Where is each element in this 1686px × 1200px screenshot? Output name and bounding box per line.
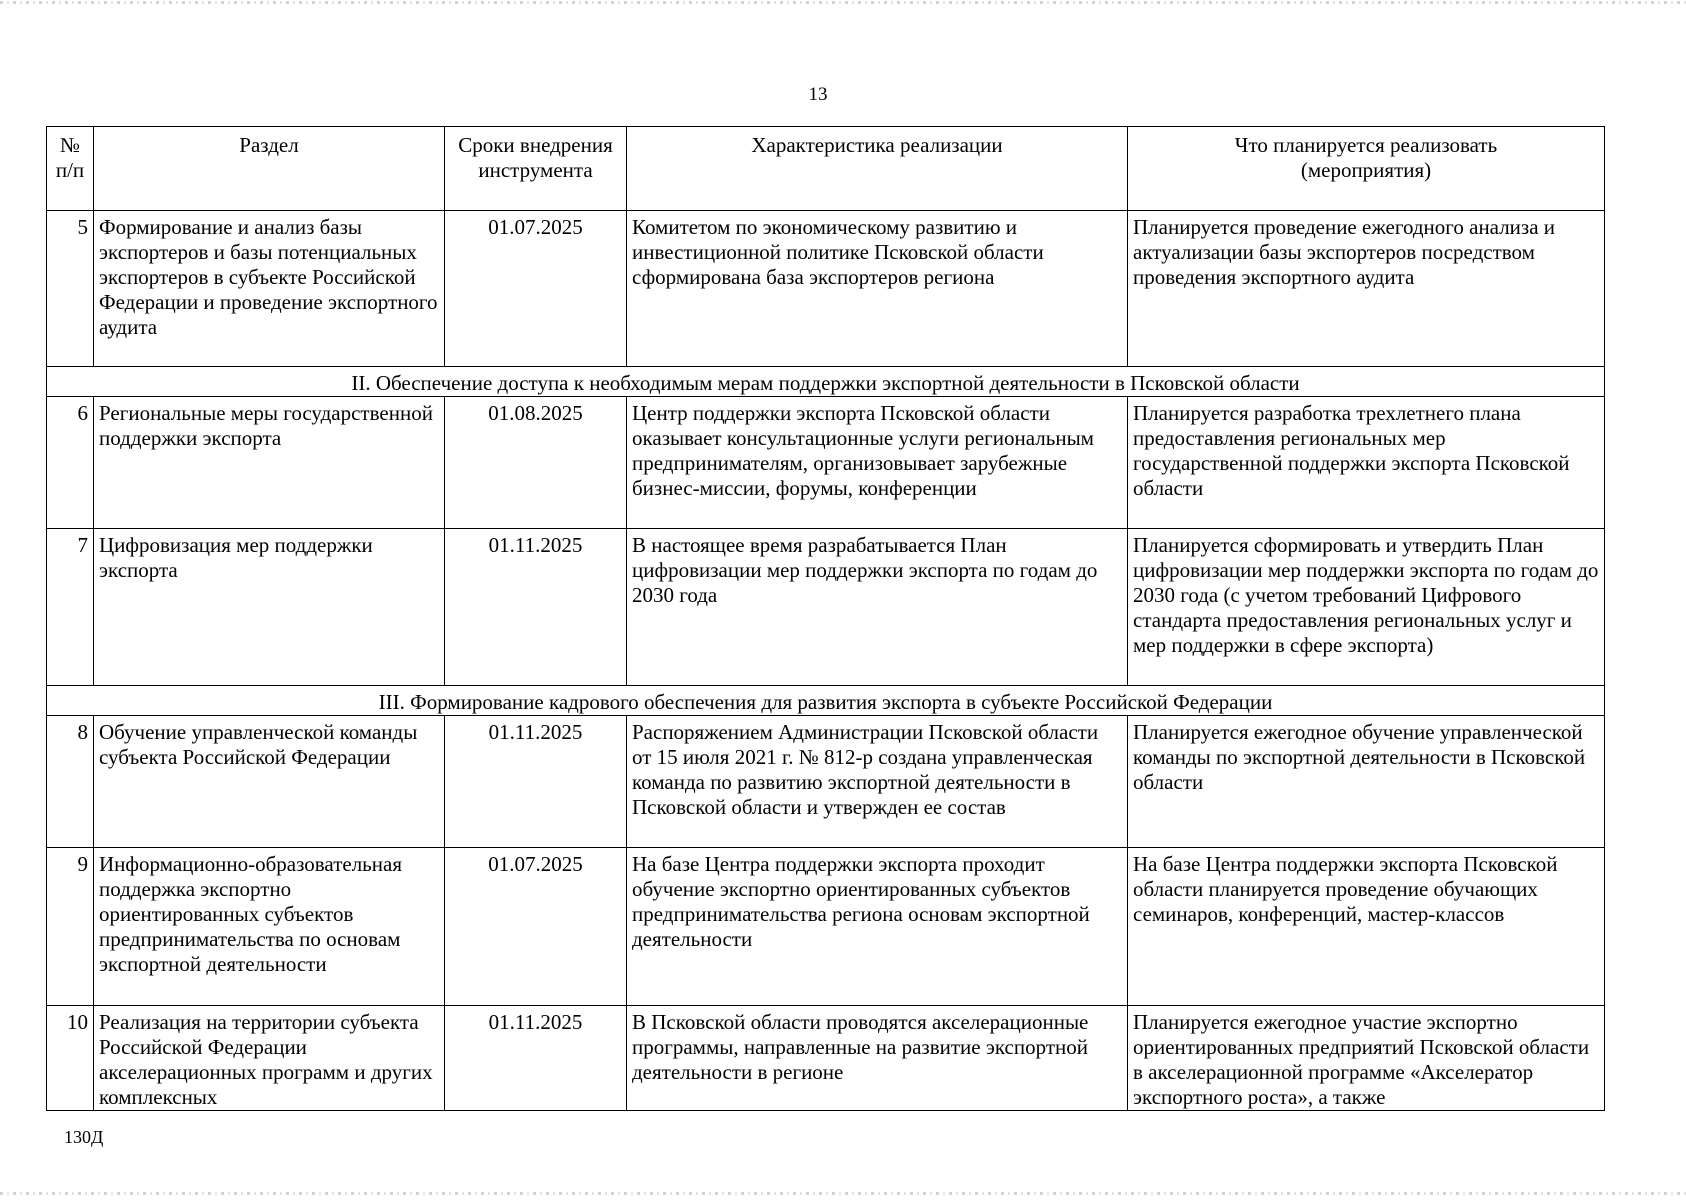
table-header-row: [47, 127, 1605, 211]
header-deadline: Сроки внедрения инструмента: [445, 127, 627, 211]
row-characteristic: Центр поддержки экспорта Псковской области оказывает консультационные услуги региональным предпринимателям, организовывает зарубежные бизнес-миссии, форумы, конференции: [627, 397, 1128, 529]
footer-code: 130Д: [64, 1127, 104, 1147]
scan-edge-bottom: [0, 1192, 1686, 1195]
row-section: Обучение управленческой команды субъекта Российской Федерации: [94, 716, 445, 848]
scan-edge-top: [0, 1, 1686, 4]
row-date: 01.07.2025: [445, 848, 627, 1006]
table-row: [47, 848, 1605, 1006]
table-row: [47, 716, 1605, 848]
header-characteristic: Характеристика реализации: [627, 127, 1128, 211]
table-row: [47, 1006, 1605, 1111]
row-planned: Планируется сформировать и утвердить План цифровизации мер поддержки экспорта по годам до 2030 года (с учетом требований Цифрового стандарта предоставления региональных услуг и мер поддержки в сфере экспорта): [1128, 529, 1605, 686]
row-planned: Планируется ежегодное обучение управленческой команды по экспортной деятельности в Псковской области: [1128, 716, 1605, 848]
section-heading-row: [47, 686, 1605, 716]
row-number: 5: [47, 211, 94, 367]
row-number: 10: [47, 1006, 94, 1111]
row-number: 6: [47, 397, 94, 529]
row-number: 7: [47, 529, 94, 686]
row-planned: Планируется проведение ежегодного анализа и актуализации базы экспортеров посредством проведения экспортного аудита: [1128, 211, 1605, 367]
row-number: 8: [47, 716, 94, 848]
section-heading: II. Обеспечение доступа к необходимым мерам поддержки экспортной деятельности в Псковской области: [47, 367, 1605, 397]
header-number: № п/п: [47, 127, 94, 211]
row-planned: Планируется разработка трехлетнего плана предоставления региональных мер государственной поддержки экспорта Псковской области: [1128, 397, 1605, 529]
header-planned: Что планируется реализовать (мероприятия): [1128, 127, 1605, 211]
measures-table: [46, 126, 1605, 1111]
row-section: Региональные меры государственной поддержки экспорта: [94, 397, 445, 529]
section-heading: III. Формирование кадрового обеспечения для развития экспорта в субъекте Российской Федерации: [47, 686, 1605, 716]
row-characteristic: Комитетом по экономическому развитию и инвестиционной политике Псковской области сформирована база экспортеров региона: [627, 211, 1128, 367]
row-section: Цифровизация мер поддержки экспорта: [94, 529, 445, 686]
row-date: 01.11.2025: [445, 1006, 627, 1111]
row-planned: Планируется ежегодное участие экспортно ориентированных предприятий Псковской области в акселерационной программе «Акселератор экспортного роста», а также: [1128, 1006, 1605, 1111]
row-characteristic: На базе Центра поддержки экспорта проходит обучение экспортно ориентированных субъектов предпринимательства региона основам экспортной деятельности: [627, 848, 1128, 1006]
section-heading-row: [47, 367, 1605, 397]
row-date: 01.08.2025: [445, 397, 627, 529]
row-number: 9: [47, 848, 94, 1006]
row-date: 01.11.2025: [445, 529, 627, 686]
table-row: [47, 211, 1605, 367]
row-characteristic: Распоряжением Администрации Псковской области от 15 июля 2021 г. № 812-р создана управленческая команда по развитию экспортной деятельности в Псковской области и утвержден ее состав: [627, 716, 1128, 848]
row-date: 01.07.2025: [445, 211, 627, 367]
row-section: Реализация на территории субъекта Российской Федерации акселерационных программ и других комплексных: [94, 1006, 445, 1111]
row-characteristic: В Псковской области проводятся акселерационные программы, направленные на развитие экспортной деятельности в регионе: [627, 1006, 1128, 1111]
row-planned: На базе Центра поддержки экспорта Псковской области планируется проведение обучающих семинаров, конференций, мастер-классов: [1128, 848, 1605, 1006]
row-date: 01.11.2025: [445, 716, 627, 848]
row-characteristic: В настоящее время разрабатывается План цифровизации мер поддержки экспорта по годам до 2030 года: [627, 529, 1128, 686]
header-section: Раздел: [94, 127, 445, 211]
table-row: [47, 397, 1605, 529]
row-section: Информационно-образовательная поддержка экспортно ориентированных субъектов предпринимательства по основам экспортной деятельности: [94, 848, 445, 1006]
table-row: [47, 529, 1605, 686]
row-section: Формирование и анализ базы экспортеров и базы потенциальных экспортеров в субъекте Российской Федерации и проведение экспортного аудита: [94, 211, 445, 367]
page-number: 13: [808, 84, 828, 105]
